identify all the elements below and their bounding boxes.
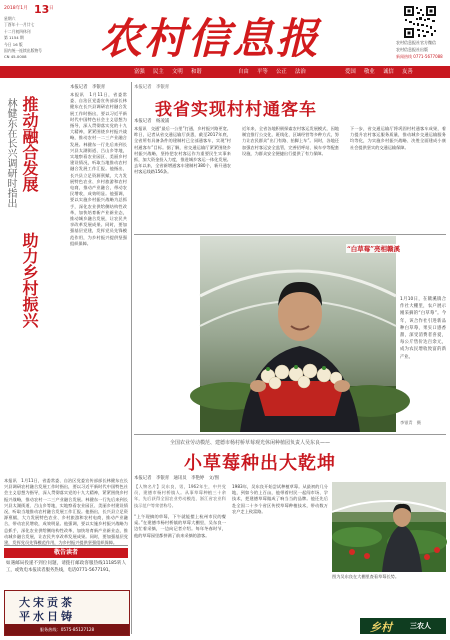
ad-phone: 服务热线：0575-85127128 [5,624,129,635]
qr-code-icon [403,5,437,39]
value-item: 自由 [238,69,249,75]
ad-line-1: 大宋贡茶 [19,596,75,609]
bottom-story-headline: 小草莓种出大乾坤 [184,453,336,474]
lead-story-body-continued: 本报讯 1月11日，省委常委、自治区党委宣传部部长林健东在长兴县调研农村融合发展工作时指出，要以习近平新时代中国特色社会主义思想为指导，深入贯彻落实党的十九大精神，紧紧围绕乡村振兴战略，推动农村一二三产业融合发展。林健东一行先后来到长兴县太湖街道、吕山乡等地，实地察看农业园区、美丽乡村建设情况，听取当地推动农村融合发展工作汇报。他指出，长兴县立足资源禀赋，大力发展特色农业、乡村旅游和农村电商，推动产业融合，带动农民增收，成效明显。他强调，要以实施乡村振兴战略为总抓手，深化农业供给侧结构性改革，加快培育新产业新业态，推动城乡融合发展，让农民共享改革发展成果。同时，要加强基层党建，发挥党员先锋模范作用，为乡村振兴提供坚强组织保障。 [4,478,128,546]
divider [134,234,446,235]
contact-line: 新闻热线 0771-5677088 [396,54,443,59]
info-line: 丁酉年十一月廿七 [4,22,35,28]
value-item: 民主 [153,69,164,75]
notice-body: 如遇邮局投递不到位问题，请拨打邮政客服热线11185转人工，或致电本报读者服务热线，电话0771-5677191。 [6,561,126,573]
date-box [4,5,54,62]
core-values-bar [0,66,450,78]
top-story-kicker: 本报记者 李银青 [134,85,170,90]
logo-mark: 乡村 [370,621,392,634]
tea-advertisement [4,590,130,636]
masthead-info-lines [4,16,42,61]
top-story-headline: 我省实现村村通客车 [155,100,317,120]
top-story-body-col-1: 本报讯 交通“最后一公里”打通，乡村振兴路更宽。昨日，记者从省交通运输厅获悉，截至2017年底，全省所有具备条件的建制村已全部通客车，实现“村村通客车”目标。据了解，省交通运输厅紧紧围绕乡村振兴战略，坚持把农村客运作为重要民生实事来抓，加大资金投入力度，推进城乡客运一体化发展。去年以来，全省新增通客车建制村380个，新开通农村客运线路156条。 [134,126,231,175]
date-weekday-label: 日 [49,6,54,11]
value-item: 爱国 [345,69,356,75]
top-story-body-col-3: 下一步，省交通运输厅将巩固村村通客车成果，着力提升农村客运服务质量，推动城乡交通运输服务均等化，为实施乡村振兴战略、决胜全面建成小康社会提供坚实的交通运输保障。 [350,126,446,150]
bottom-story-byline: 本报记者 李银青 通讯员 李艳婷 文/图 [134,476,219,481]
lead-headline-part-1: 推动融合发展 [20,96,39,192]
lead-headline-part-2: 助力乡村振兴 [20,232,39,328]
column-divider [131,82,132,634]
photo-caption-title: “白草莓”亮相赣溪 [347,245,400,253]
value-item: 友善 [402,69,413,75]
value-item: 和谐 [191,69,202,75]
value-item: 法治 [295,69,306,75]
info-line: 十二月初四休刊 [4,28,31,34]
photo-caption-body: 1月10日，在赣溪镇合作社大棚里，农户展示刚采摘的“白草莓”。今年，该合作社引进新品种白草莓，果实口感香甜，深受消费者喜爱，每公斤售价达百余元，成为农民增收致富的新产业。 [400,297,446,360]
lead-story-body: 本报讯 1月11日，省委常委、自治区党委宣传部部长林健东在长兴县调研农村融合发展工作时指出，要以习近平新时代中国特色社会主义思想为指导，深入贯彻落实党的十九大精神，紧紧围绕乡村振兴战略，推动农村一二三产业融合发展。林健东一行先后来到长兴县太湖街道、吕山乡等地，实地察看农业园区、美丽乡村建设情况，听取当地推动农村融合发展工作汇报。他指出，长兴县立足资源禀赋，大力发展特色农业、乡村旅游和农村电商，推动产业融合，带动农民增收，成效明显。他强调，要以实施乡村振兴战略为总抓手，深化农业供给侧结构性改革，加快培育新产业新业态，推动城乡融合发展，让农民共享改革发展成果。同时，要加强基层党建，发挥党员先锋模范作用，为乡村振兴提供坚强组织保障。 [70,92,127,246]
value-item: 敬业 [364,69,375,75]
top-story-byline: 本报记者 杨凌浦 [134,119,170,124]
column-logo-text: 三农人 [410,621,431,630]
divider [4,545,128,546]
bottom-story-body-col-1: “上午现摘的草莓，下午就能摆上杭州市民的餐桌。”在建德市杨村桥镇的草莓大棚里，吴东良一边忙着采摘，一边向记者介绍。每年冬春时节，他的草莓园里都挤满了前来采摘的游客。 [134,514,226,538]
value-item: 富强 [134,69,145,75]
bottom-story-lead: 【人物名片】吴东良，男，1962年生，中共党员，建德市杨村桥镇人。从事草莓种植三十余年，先后获得全国农业劳动模范、浙江省农业科技示范户等荣誉称号。 [134,484,226,508]
column-logo-banner [360,618,446,634]
value-item: 平等 [257,69,268,75]
notice-title: 敬告读者 [4,548,128,558]
photo-credit: 李银青 摄 [400,420,421,425]
info-line: 国内统一连续出版物号 [4,48,42,54]
date-day: 13 [34,3,50,16]
top-story-body-col-2: 近年来，全省各地积极探索农村客运发展模式，因地制宜推行公交化、班线化、区域经营等多种方式，努力让农民群众“出门有路、抬脚上车”。同时，各地还加强农村客运安全监管，完善招呼站、候车亭等配套设施，为群众安全便捷出行提供了有力保障。 [242,126,339,156]
value-item: 公正 [276,69,287,75]
date-line: 2018年1月 [4,6,28,11]
bottom-story-kicker: 全国农业劳动模范、建德市杨村桥草莓观光休闲种植园负责人吴东良—— [170,440,331,446]
ad-line-2: 平水日铸 [19,610,75,623]
info-line: 星期六 [4,16,16,21]
divider [134,434,446,435]
value-item: 文明 [172,69,183,75]
newspaper-title: 农村信息报 [100,14,321,63]
bottom-story-body-col-2: 1983年，吴东良开始尝试种植草莓。从最初的几分地，到如今的上百亩，他带着村民一起闯市场、学技术，把建德草莓做成了响当当的品牌。他还先后赴全国二十多个省区传授草莓种植技术，带动数万农户走上致富路。 [232,484,328,514]
publisher-label: 农村信息报社出版 [396,47,428,52]
info-line: 第 1154 期 [4,35,24,41]
field-photo-caption: 图为吴东良在大棚里查看草莓长势。 [332,574,400,579]
info-line: 今日 16 版 [4,41,23,47]
value-item: 诚信 [383,69,394,75]
vertical-kicker: 林健东在长兴调研时指出 [5,98,16,208]
lead-byline: 本报记者 李银青 [70,85,106,90]
info-line: CN 45-0008 [4,54,27,60]
strawberry-field-photo [332,482,446,572]
qr-caption: 农村信息报社官方微信 [396,40,436,45]
strawberry-farmer-photo [200,236,400,432]
